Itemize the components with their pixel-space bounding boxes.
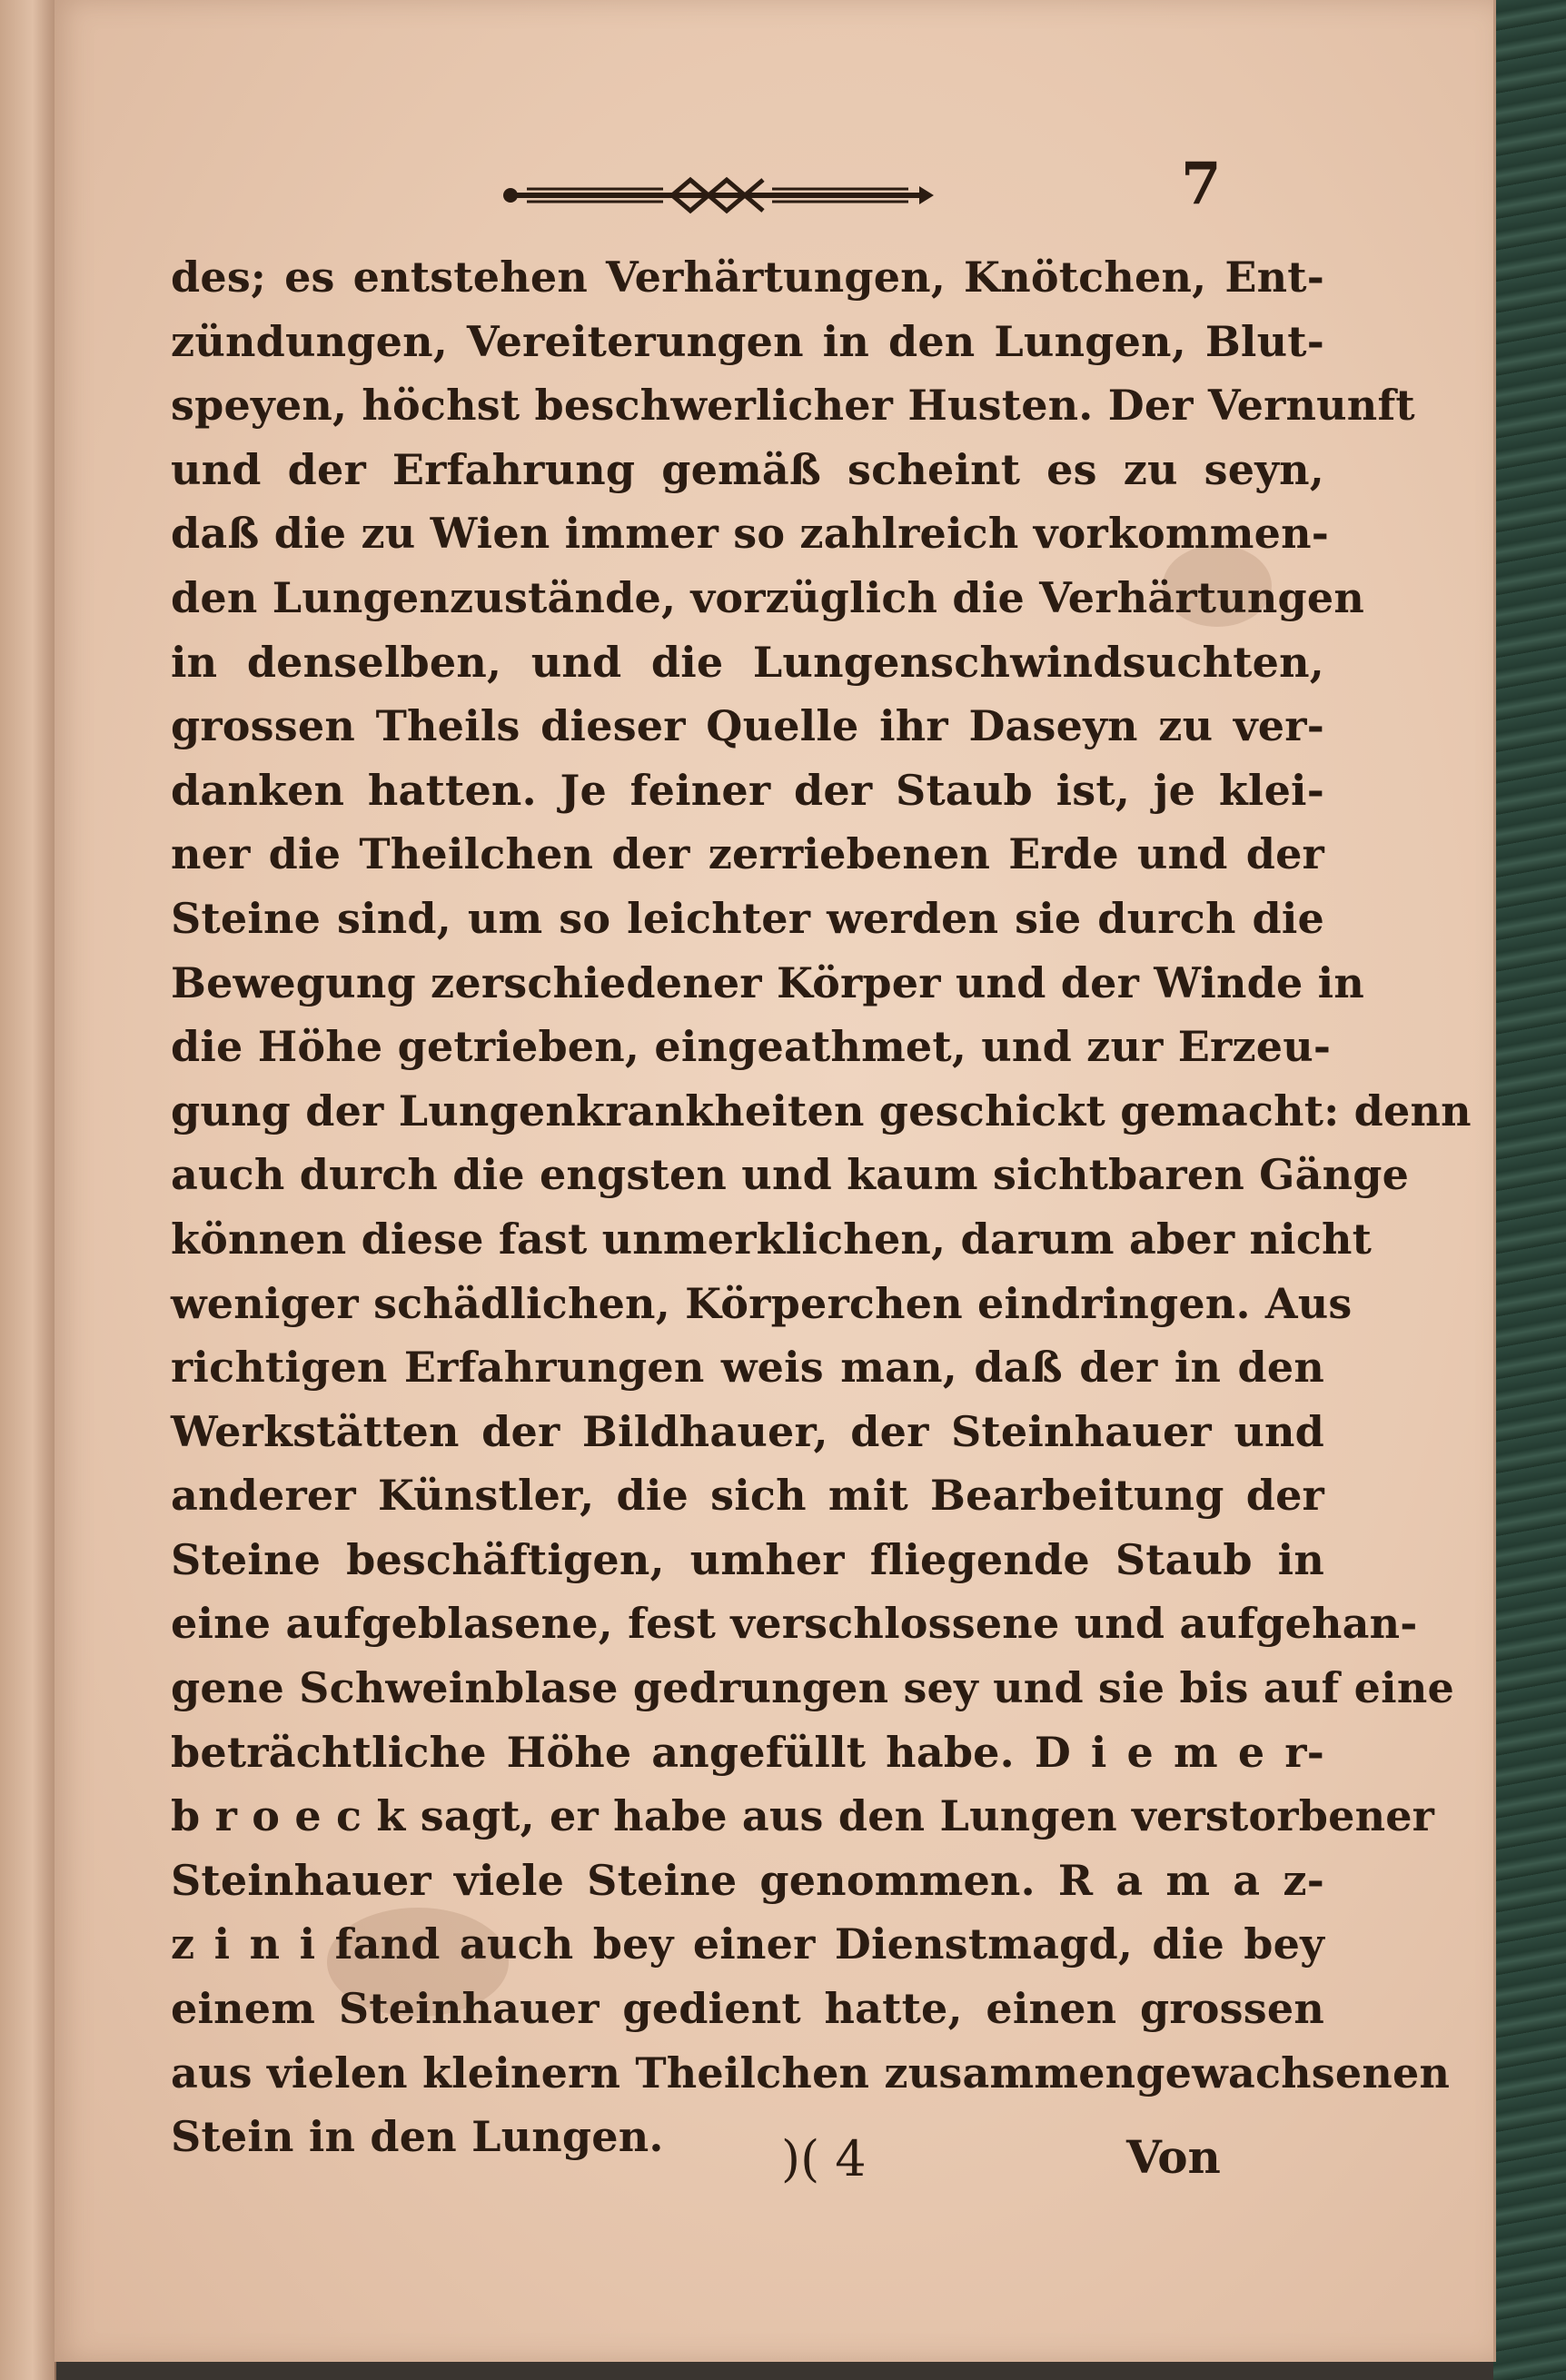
signature-mark: )( 4 xyxy=(781,2130,867,2187)
text-line: Werkstätten der Bildhauer, der Steinhauer und xyxy=(171,1406,1324,1456)
text-line: Bewegung zerschiedener Körper und der Winde in xyxy=(171,957,1365,1007)
catchword: Von xyxy=(1126,2130,1221,2184)
text-line: beträchtliche Höhe angefüllt habe. D i e m e r- xyxy=(171,1727,1324,1777)
text-line: gung der Lungenkrankheiten geschickt gemacht: denn xyxy=(171,1086,1472,1135)
text-line: daß die zu Wien immer so zahlreich vorkommen- xyxy=(171,509,1330,559)
text-line: Stein in den Lungen. xyxy=(171,2112,664,2162)
text-line: zündungen, Vereiterungen in den Lungen, Blut- xyxy=(171,316,1324,366)
text-line: Steine beschäftigen, umher fliegende Staub in xyxy=(171,1534,1324,1584)
text-line: die Höhe getrieben, eingeathmet, und zur Erzeu- xyxy=(171,1022,1332,1072)
text-line: gene Schweinblase gedrungen sey und sie bis auf eine xyxy=(171,1663,1454,1713)
text-line: den Lungenzustände, vorzüglich die Verhärtungen xyxy=(171,572,1364,622)
text-line: können diese fast unmerklichen, darum aber nicht xyxy=(171,1214,1373,1264)
text-line: und der Erfahrung gemäß scheint es zu seyn, xyxy=(171,444,1324,494)
book-page xyxy=(55,0,1496,2362)
text-line: ner die Theilchen der zerriebenen Erde und der xyxy=(171,829,1324,879)
text-line: anderer Künstler, die sich mit Bearbeitung der xyxy=(171,1471,1324,1521)
text-line: einem Steinhauer gedient hatte, einen grossen xyxy=(171,1984,1324,2034)
text-line: Steine sind, um so leichter werden sie durch die xyxy=(171,893,1324,943)
header-ornament xyxy=(500,173,936,218)
text-line: Steinhauer viele Steine genommen. R a m a z- xyxy=(171,1855,1324,1905)
text-line: auch durch die engsten und kaum sichtbaren Gänge xyxy=(171,1150,1410,1200)
text-line: aus vielen kleinern Theilchen zusammengewachsenen xyxy=(171,2048,1451,2097)
text-line: in denselben, und die Lungenschwindsuchten, xyxy=(171,637,1324,687)
text-line: b r o e c k sagt, er habe aus den Lungen verstorbener xyxy=(171,1791,1435,1841)
text-line: des; es entstehen Verhärtungen, Knötchen, Ent- xyxy=(171,253,1324,302)
text-line: z i n i fand auch bey einer Dienstmagd, die bey xyxy=(171,1919,1324,1969)
text-line: richtigen Erfahrungen weis man, daß der in den xyxy=(171,1343,1324,1393)
text-line: eine aufgeblasene, fest verschlossene und aufgehan- xyxy=(171,1599,1418,1649)
text-line: danken hatten. Je feiner der Staub ist, je klei- xyxy=(171,765,1324,815)
text-line: grossen Theils dieser Quelle ihr Daseyn zu ver- xyxy=(171,701,1324,751)
page-number: 7 xyxy=(1181,150,1222,218)
book-cover-edge xyxy=(1493,0,1566,2380)
previous-page-edge xyxy=(0,0,56,2380)
text-line: speyen, höchst beschwerlicher Husten. Der Vernunft xyxy=(171,381,1415,431)
text-line: weniger schädlichen, Körperchen eindringen. Aus xyxy=(171,1278,1353,1328)
body-text xyxy=(171,245,1472,2169)
